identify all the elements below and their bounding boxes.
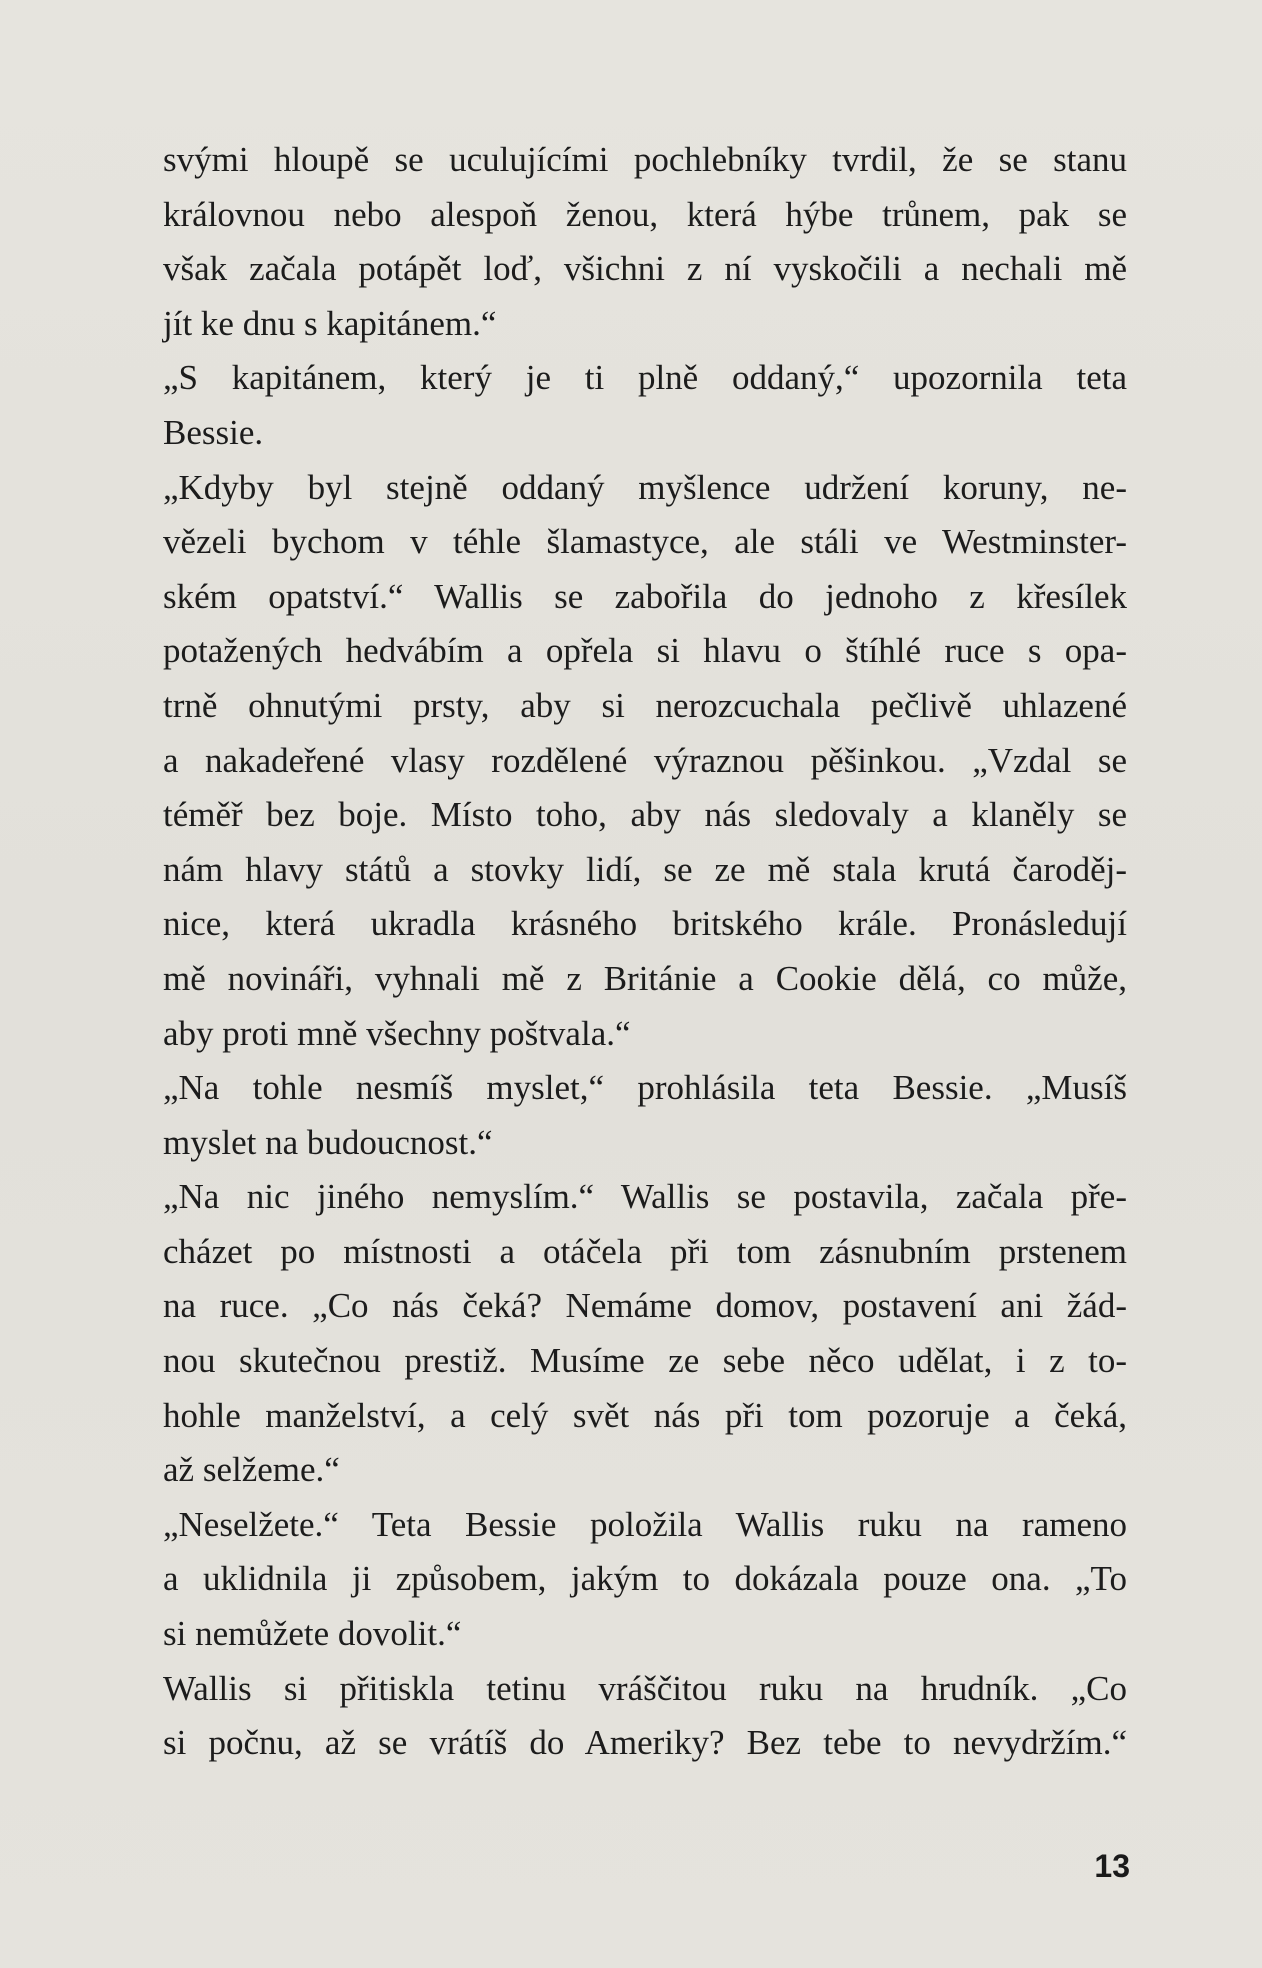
text-line: hohle manželství, a celý svět nás při tom pozoruje a čeká, [163, 1395, 1127, 1435]
text-line: „Neselžete.“ Teta Bessie položila Wallis ruku na rameno [163, 1504, 1127, 1544]
text-line: trně ohnutými prsty, aby si nerozcuchala pečlivě uhlazené [163, 685, 1127, 725]
page-number: 13 [1094, 1848, 1130, 1884]
text-line: Bessie. [163, 412, 264, 452]
text-line: a nakadeřené vlasy rozdělené výraznou pěšinkou. „Vzdal se [163, 740, 1127, 780]
text-line: nou skutečnou prestiž. Musíme ze sebe něco udělat, i z to- [163, 1341, 1127, 1381]
text-line: si nemůžete dovolit.“ [163, 1614, 462, 1654]
text-line: na ruce. „Co nás čeká? Nemáme domov, postavení ani žád- [163, 1286, 1127, 1326]
text-line: „Kdyby byl stejně oddaný myšlence udržení koruny, ne- [163, 467, 1127, 507]
text-line: „Na tohle nesmíš myslet,“ prohlásila teta Bessie. „Musíš [163, 1068, 1127, 1108]
text-line: však začala potápět loď, všichni z ní vyskočili a nechali mě [163, 249, 1127, 289]
text-line: cházet po místnosti a otáčela při tom zásnubním prstenem [163, 1231, 1127, 1271]
text-line: téměř bez boje. Místo toho, aby nás sledovaly a klaněly se [163, 795, 1127, 835]
text-line: „S kapitánem, který je ti plně oddaný,“ upozornila teta [163, 358, 1127, 398]
body-text [163, 133, 1127, 1771]
text-line: vězeli bychom v téhle šlamastyce, ale stáli ve Westminster- [163, 522, 1127, 562]
text-line: svými hloupě se uculujícími pochlebníky tvrdil, že se stanu [163, 140, 1127, 179]
text-line: mě novináři, vyhnali mě z Británie a Cookie dělá, co může, [163, 958, 1127, 998]
text-line: „Na nic jiného nemyslím.“ Wallis se postavila, začala pře- [163, 1177, 1127, 1217]
text-line: ském opatství.“ Wallis se zabořila do jednoho z křesílek [163, 576, 1127, 616]
text-line: a uklidnila ji způsobem, jakým to dokázala pouze ona. „To [163, 1559, 1127, 1599]
text-line: si počnu, až se vrátíš do Ameriky? Bez tebe to nevydržím.“ [163, 1723, 1127, 1763]
text-line: jít ke dnu s kapitánem.“ [163, 303, 497, 343]
text-line: nám hlavy států a stovky lidí, se ze mě stala krutá čaroděj- [163, 849, 1127, 889]
text-line: až selžeme.“ [163, 1450, 340, 1490]
text-line: potažených hedvábím a opřela si hlavu o štíhlé ruce s opa- [163, 631, 1127, 671]
text-line: aby proti mně všechny poštvala.“ [163, 1013, 631, 1053]
text-line: nice, která ukradla krásného britského krále. Pronásledují [163, 904, 1127, 944]
text-line: Wallis si přitiskla tetinu vráščitou ruku na hrudník. „Co [163, 1668, 1127, 1708]
text-line: královnou nebo alespoň ženou, která hýbe trůnem, pak se [163, 194, 1127, 234]
text-line: myslet na budoucnost.“ [163, 1122, 493, 1162]
